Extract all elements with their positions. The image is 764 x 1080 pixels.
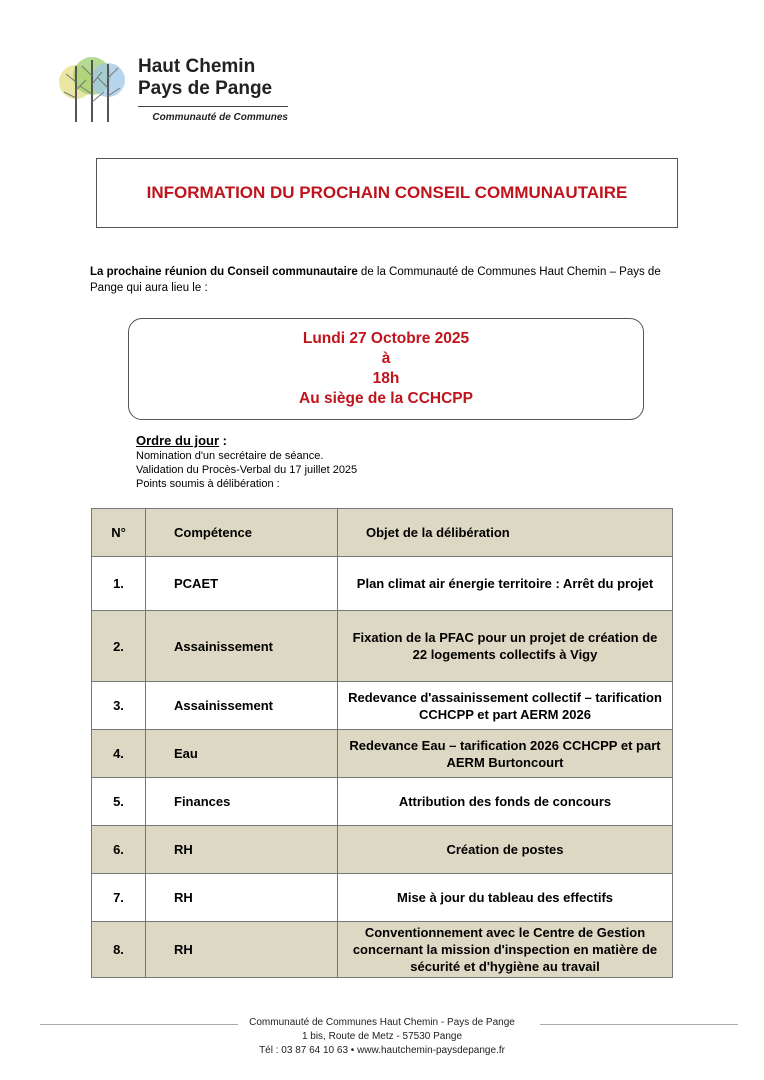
row-objet: Attribution des fonds de concours xyxy=(338,778,673,826)
logo-divider xyxy=(138,106,288,107)
row-num: 2. xyxy=(92,611,146,682)
agenda-heading-text: Ordre du jour xyxy=(136,433,220,448)
footer-divider-left xyxy=(40,1024,238,1025)
agenda-item: Points soumis à délibération : xyxy=(136,478,280,490)
row-competence: PCAET xyxy=(146,557,338,611)
footer-address: 1 bis, Route de Metz - 57530 Pange xyxy=(301,1031,463,1042)
row-num: 3. xyxy=(92,682,146,730)
footer-contact: Tél : 03 87 64 10 63 • www.hautchemin-paysdepange.fr xyxy=(259,1045,505,1056)
meeting-date: Lundi 27 Octobre 2025 xyxy=(302,330,470,347)
header-objet: Objet de la délibération xyxy=(338,509,673,557)
intro-rest: de la Communauté de Communes Haut Chemin – Pays de Pange qui aura lieu le : xyxy=(90,266,661,294)
row-num: 7. xyxy=(92,874,146,922)
agenda-heading xyxy=(136,432,357,449)
table-row xyxy=(92,611,673,682)
agenda-item: Validation du Procès-Verbal du 17 juillet 2025 xyxy=(136,464,358,476)
row-num: 8. xyxy=(92,922,146,978)
meeting-box xyxy=(128,318,644,420)
intro-paragraph xyxy=(90,264,690,296)
row-num: 6. xyxy=(92,826,146,874)
logo xyxy=(56,52,296,132)
agenda-heading-suffix: : xyxy=(219,433,228,448)
footer xyxy=(0,1016,764,1058)
agenda-item: Nomination d'un secrétaire de séance. xyxy=(136,450,324,462)
row-competence: Finances xyxy=(146,778,338,826)
page-title: INFORMATION DU PROCHAIN CONSEIL COMMUNAUTAIRE xyxy=(146,183,628,202)
table-row xyxy=(92,826,673,874)
meeting-at: à xyxy=(381,350,391,367)
table-row xyxy=(92,778,673,826)
table-row xyxy=(92,922,673,978)
meeting-place: Au siège de la CCHCPP xyxy=(299,390,473,407)
trees-logo-icon xyxy=(56,52,132,126)
row-num: 4. xyxy=(92,730,146,778)
logo-line1: Haut Chemin xyxy=(138,56,256,77)
row-competence: RH xyxy=(146,922,338,978)
footer-org: Communauté de Communes Haut Chemin - Pays de Pange xyxy=(249,1017,515,1028)
table-row xyxy=(92,682,673,730)
meeting-time: 18h xyxy=(372,370,400,387)
row-num: 5. xyxy=(92,778,146,826)
row-objet: Conventionnement avec le Centre de Gestion concernant la mission d'inspection en matière de sécurité et d'hygiène au travail xyxy=(338,922,673,978)
table-row xyxy=(92,874,673,922)
table-header-row xyxy=(92,509,673,557)
row-objet: Création de postes xyxy=(338,826,673,874)
row-objet: Redevance d'assainissement collectif – tarification CCHCPP et part AERM 2026 xyxy=(338,682,673,730)
row-objet: Fixation de la PFAC pour un projet de création de 22 logements collectifs à Vigy xyxy=(338,611,673,682)
logo-text xyxy=(138,56,298,100)
row-objet: Mise à jour du tableau des effectifs xyxy=(338,874,673,922)
intro-bold: La prochaine réunion du Conseil communautaire xyxy=(90,266,358,278)
row-competence: RH xyxy=(146,874,338,922)
logo-subtitle: Communauté de Communes xyxy=(152,112,288,123)
header-num: N° xyxy=(92,509,146,557)
table-row xyxy=(92,557,673,611)
row-objet: Redevance Eau – tarification 2026 CCHCPP et part AERM Burtoncourt xyxy=(338,730,673,778)
title-box xyxy=(96,158,678,228)
row-competence: RH xyxy=(146,826,338,874)
row-num: 1. xyxy=(92,557,146,611)
agenda xyxy=(136,432,357,491)
row-competence: Eau xyxy=(146,730,338,778)
row-competence: Assainissement xyxy=(146,611,338,682)
row-competence: Assainissement xyxy=(146,682,338,730)
row-objet: Plan climat air énergie territoire : Arrêt du projet xyxy=(338,557,673,611)
deliberations-table xyxy=(91,508,673,978)
header-competence: Compétence xyxy=(146,509,338,557)
footer-divider-right xyxy=(540,1024,738,1025)
table-row xyxy=(92,730,673,778)
logo-line2: Pays de Pange xyxy=(138,78,273,99)
